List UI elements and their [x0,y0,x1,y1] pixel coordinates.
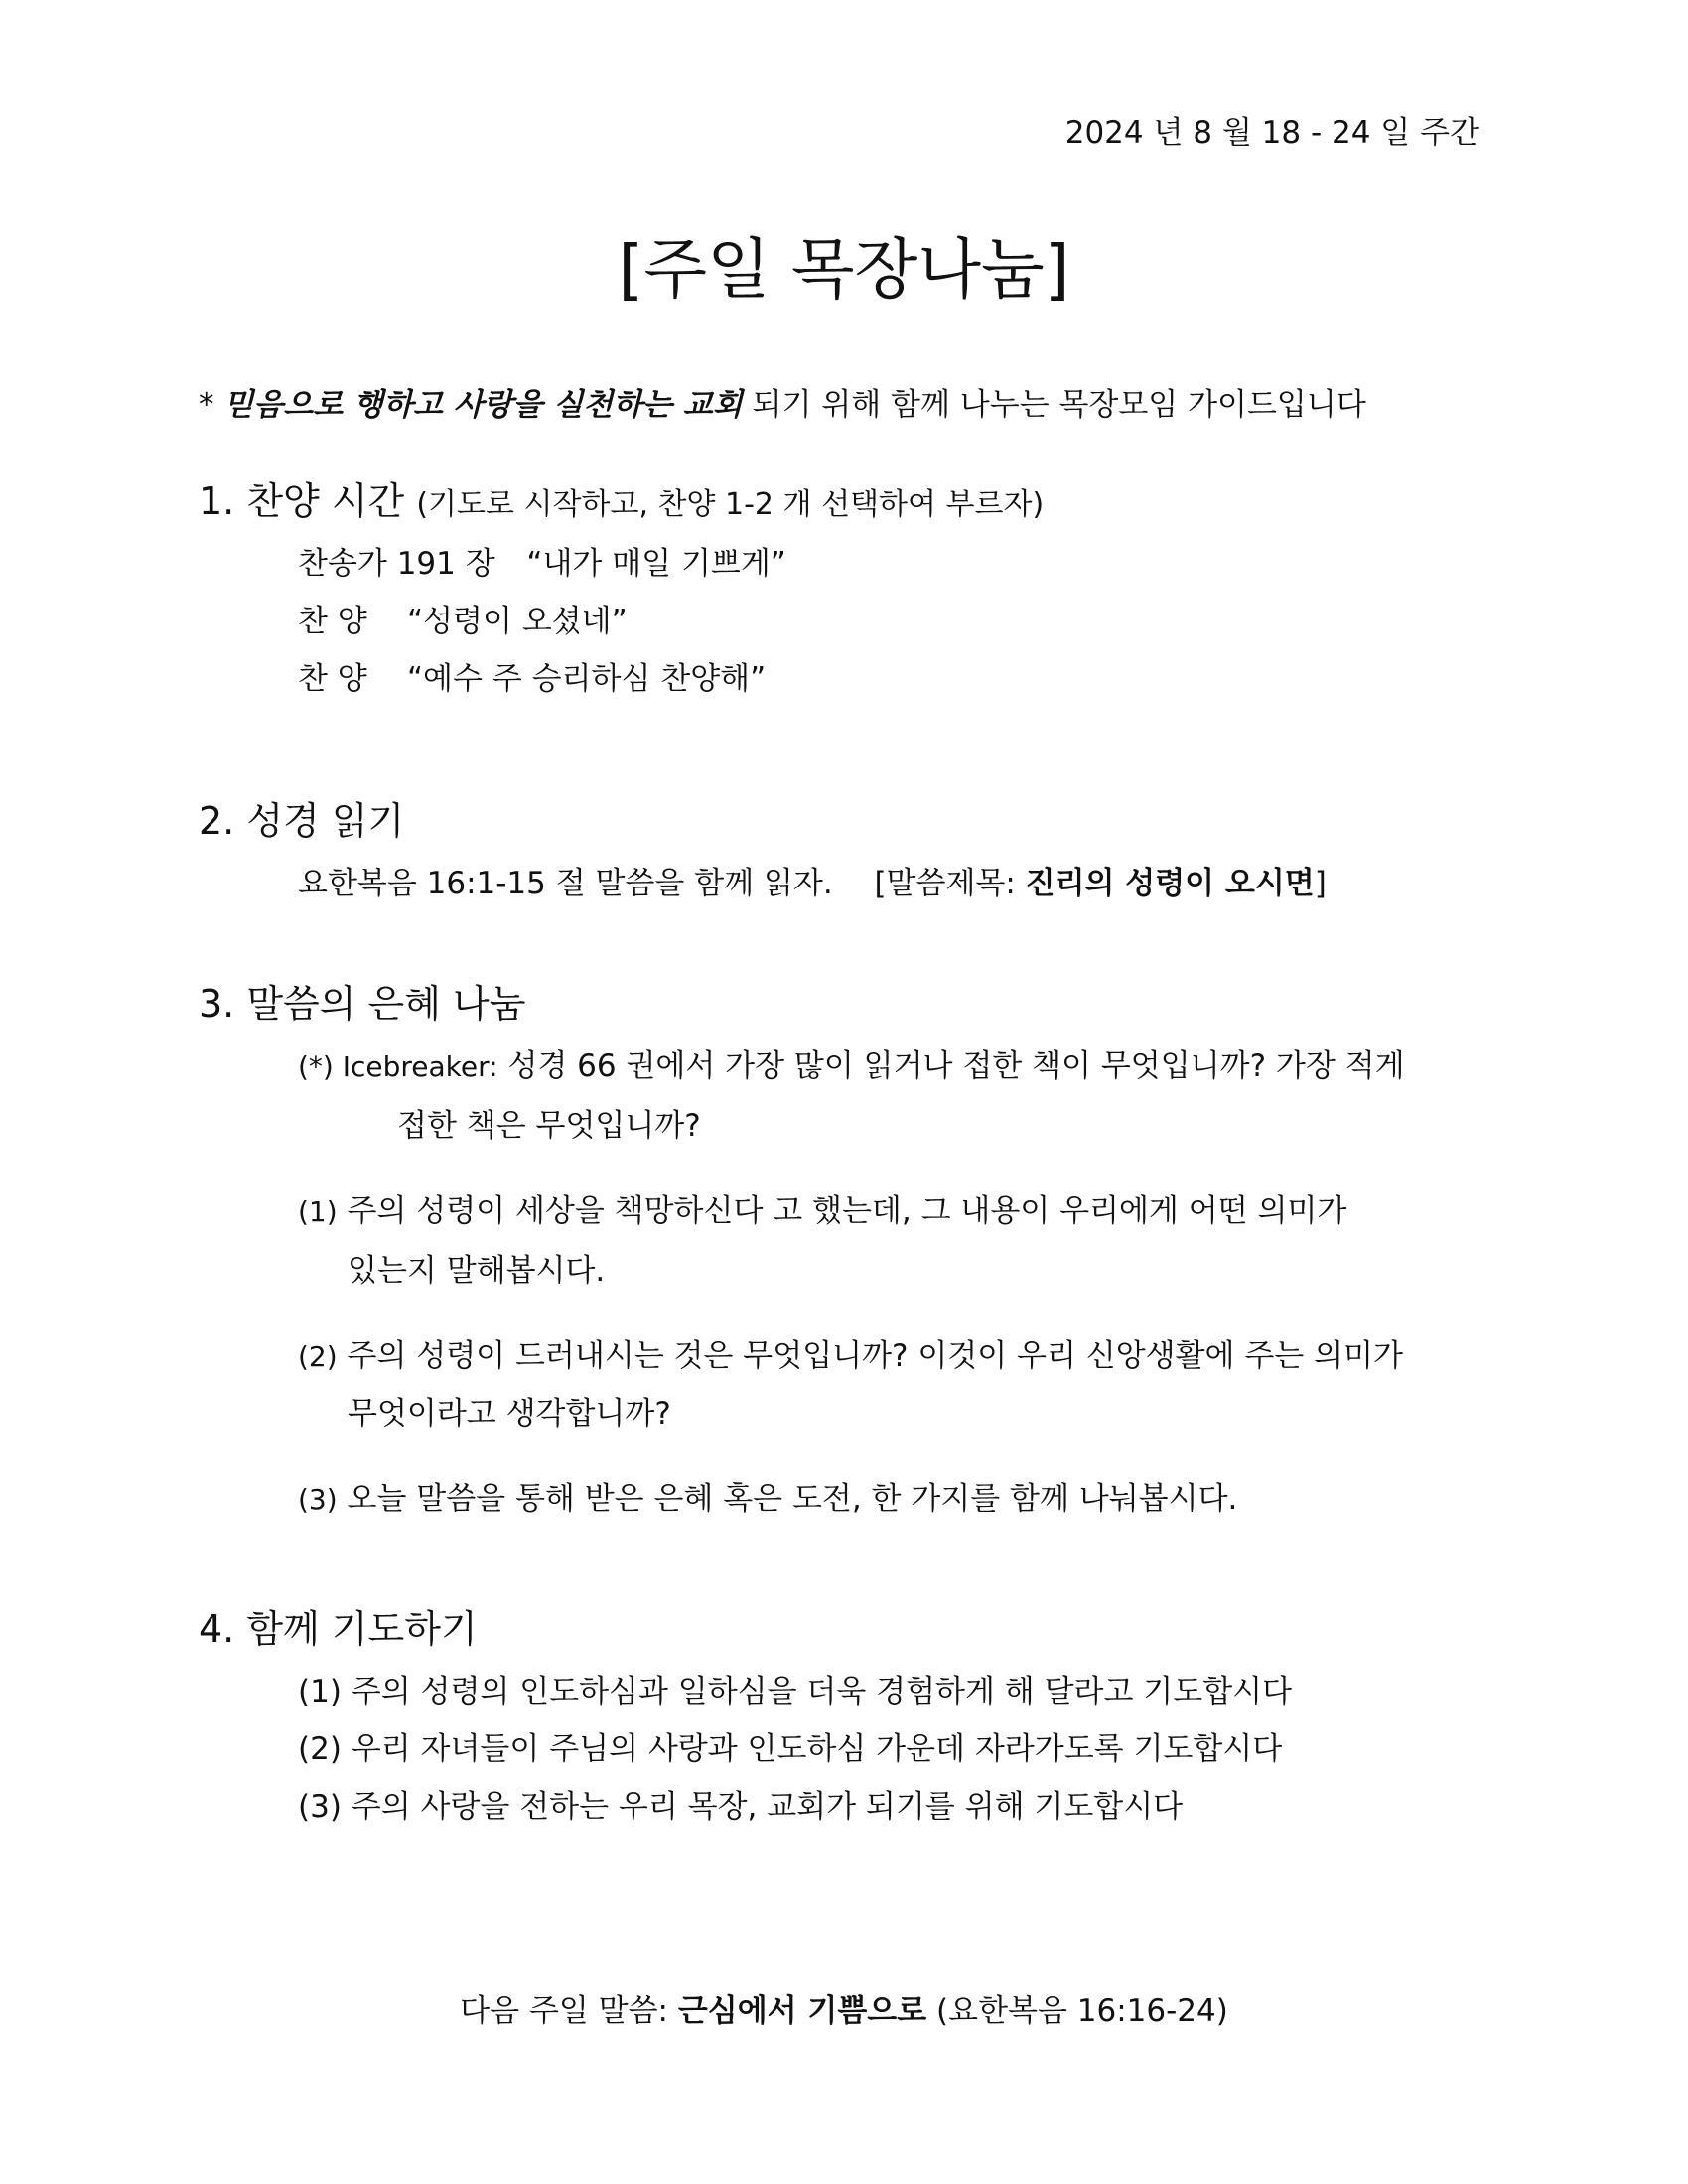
question-number: (3) [298,1483,338,1516]
topic-title: 진리의 성령이 오시면 [1025,866,1315,901]
song-item [298,596,628,640]
question-item [298,1473,1237,1518]
next-sermon-ref: (요한복음 16:16-24) [926,1993,1228,2029]
reading-text: 요한복음 16:1-15 절 말씀을 함께 읽자. [298,866,833,901]
song-title: “성령이 오셨네” [407,604,628,639]
song-label: 찬송가 191 장 [298,546,495,582]
question-item [298,1330,1403,1375]
next-sermon-title: 근심에서 기쁨으로 [677,1993,927,2029]
next-sermon-prefix: 다음 주일 말씀: [460,1993,678,2029]
section3-title: 3. 말씀의 은혜 나눔 [199,982,526,1025]
song-title: “내가 매일 기쁘게” [526,546,786,582]
question-number: (2) [298,1340,338,1373]
song-item [298,653,766,698]
intro-bullet: * [199,387,214,423]
question-number: (1) [298,1195,338,1228]
intro-text [199,379,1366,424]
intro-rest: 되기 위해 함께 나누는 목장모임 가이드입니다 [742,387,1366,423]
prayer-item: (1) 주의 성령의 인도하심과 일하심을 더욱 경험하게 해 달라고 기도합시다 [298,1674,1293,1709]
question-text: 주의 성령이 드러내시는 것은 무엇입니까? 이것이 우리 신앙생활에 주는 의미가 [347,1338,1403,1374]
question-item [298,1185,1346,1230]
question-text: 주의 성령이 세상을 책망하신다 고 했는데, 그 내용이 우리에게 어떤 의미가 [347,1193,1347,1229]
section4-title: 4. 함께 기도하기 [199,1607,478,1651]
song-label: 찬 양 [298,604,367,639]
reading-line [298,858,1327,902]
question-continuation: 무엇이라고 생각합니까? [348,1396,671,1432]
intro-emphasis: 믿음으로 행하고 사랑을 실천하는 교회 [223,387,743,423]
section2-title: 2. 성경 읽기 [199,799,405,843]
prayer-item: (2) 우리 자녀들이 주님의 사랑과 인도하심 가운데 자라가도록 기도합시다 [298,1731,1283,1767]
question-continuation: 있는지 말해봅시다. [348,1253,606,1289]
section1-heading [199,471,1044,525]
song-label: 찬 양 [298,661,367,697]
topic-suffix: ] [1314,866,1327,901]
song-title: “예수 주 승리하심 찬양해” [407,661,767,697]
song-item [298,538,786,583]
section1-subtitle: (기도로 시작하고, 찬양 1-2 개 선택하여 부르자) [416,487,1045,522]
icebreaker-text: 성경 66 권에서 가장 많이 읽거나 접한 책이 무엇입니까? 가장 적게 [507,1048,1405,1084]
icebreaker-label: (*) Icebreaker: [298,1050,498,1083]
section1-title: 1. 찬양 시간 [199,479,405,523]
question-text: 오늘 말씀을 통해 받은 은혜 혹은 도전, 한 가지를 함께 나눠봅시다. [347,1481,1238,1517]
page-title: [주일 목장나눔] [618,231,1070,308]
topic-prefix: [말씀제목: [874,866,1026,901]
next-sermon [0,1985,1688,2030]
icebreaker-continuation: 접한 책은 무엇입니까? [397,1108,701,1144]
week-date: 2024 년 8 월 18 - 24 일 주간 [1064,115,1479,151]
prayer-item: (3) 주의 사랑을 전하는 우리 목장, 교회가 되기를 위해 기도합시다 [298,1789,1184,1825]
icebreaker [298,1040,1405,1085]
